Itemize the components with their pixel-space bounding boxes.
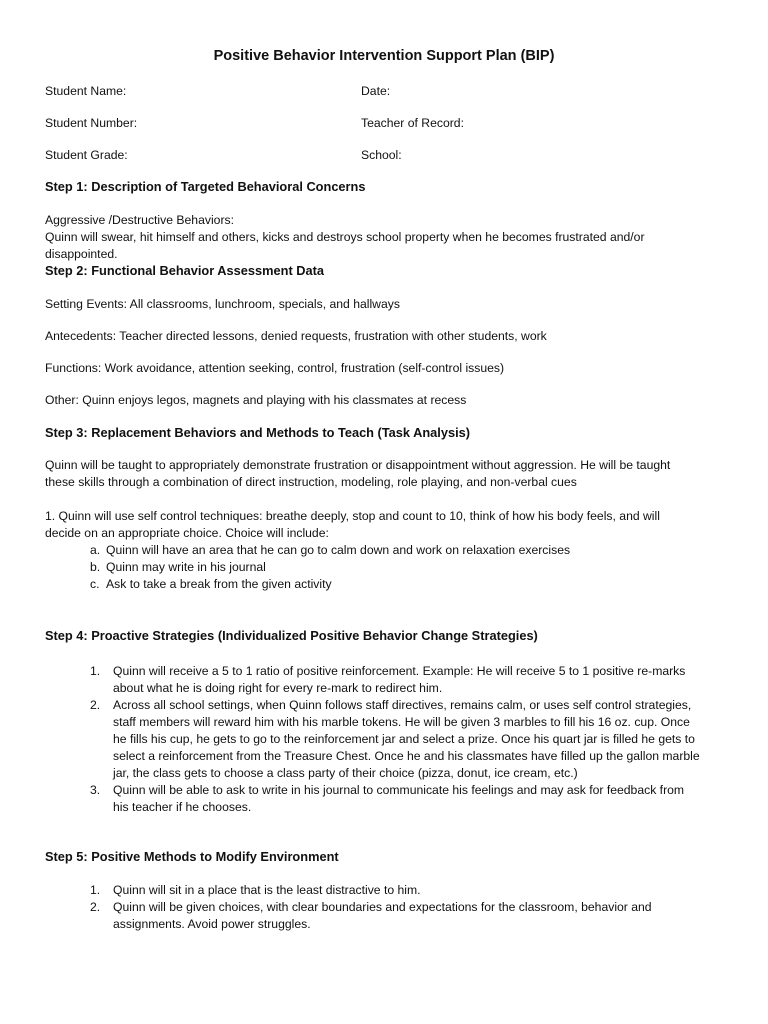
step3-item-line: 1. Quinn will use self control techniques: breathe deeply, stop and count to 10, think of how his body feels, and will bbox=[45, 509, 660, 523]
list-item-line: Quinn will receive a 5 to 1 ratio of positive reinforcement. Example: He will receive 5 to 1 positive re-marks bbox=[113, 664, 686, 678]
list-marker: c. bbox=[90, 577, 100, 591]
step1-text bbox=[45, 212, 735, 263]
list-item-text: Ask to take a break from the given activity bbox=[106, 577, 332, 591]
step1-heading: Step 1: Description of Targeted Behavioral Concerns bbox=[45, 179, 366, 194]
list-item-line: about what he is doing right for every re-mark to redirect him. bbox=[113, 681, 443, 695]
list-item-line: jar, the class gets to choose a class party of their choice (pizza, donut, ice cream, etc.) bbox=[113, 766, 578, 780]
list-item-line: Quinn will sit in a place that is the least distractive to him. bbox=[113, 883, 421, 897]
list-marker: 3. bbox=[90, 783, 101, 797]
step3-intro-line: these skills through a combination of direct instruction, modeling, role playing, and non-verbal cues bbox=[45, 475, 577, 489]
step4-heading: Step 4: Proactive Strategies (Individualized Positive Behavior Change Strategies) bbox=[45, 628, 538, 643]
step2-heading: Step 2: Functional Behavior Assessment Data bbox=[45, 263, 325, 278]
step1-line: disappointed. bbox=[45, 247, 118, 261]
functions-text: Functions: Work avoidance, attention seeking, control, frustration (self-control issues) bbox=[45, 361, 505, 375]
list-marker: a. bbox=[90, 543, 101, 557]
step1-line: Quinn will swear, hit himself and others, kicks and destroys school property when he becomes frustrated and/or bbox=[45, 230, 645, 244]
list-item-line: Quinn will be able to ask to write in his journal to communicate his feelings and may ask for feedback from bbox=[113, 783, 685, 797]
list-item-line: his teacher if he chooses. bbox=[113, 800, 252, 814]
list-item bbox=[90, 542, 730, 559]
step4-list bbox=[90, 663, 730, 816]
list-item bbox=[90, 697, 730, 782]
list-marker: 1. bbox=[90, 664, 101, 678]
date-label: Date: bbox=[361, 84, 391, 98]
list-marker: 2. bbox=[90, 900, 101, 914]
list-item-text: Quinn may write in his journal bbox=[106, 560, 266, 574]
list-item-line: Quinn will be given choices, with clear boundaries and expectations for the classroom, behavior and bbox=[113, 900, 652, 914]
list-item-line: assignments. Avoid power struggles. bbox=[113, 917, 311, 931]
list-item-line: he fills his cup, he gets to go to the reinforcement jar and select a prize. Once his quart jar is filled he gets to bbox=[113, 732, 695, 746]
step5-heading: Step 5: Positive Methods to Modify Environment bbox=[45, 849, 339, 864]
list-item-line: Across all school settings, when Quinn follows staff directives, remains calm, or uses self control strategies, bbox=[113, 698, 692, 712]
student-number-label: Student Number: bbox=[45, 116, 138, 130]
list-item bbox=[90, 663, 730, 697]
list-item bbox=[90, 576, 730, 593]
step3-intro bbox=[45, 457, 735, 491]
page-title: Positive Behavior Intervention Support Plan (BIP) bbox=[213, 48, 555, 64]
other-text: Other: Quinn enjoys legos, magnets and playing with his classmates at recess bbox=[45, 393, 467, 407]
list-marker: 2. bbox=[90, 698, 101, 712]
list-marker: 1. bbox=[90, 883, 101, 897]
list-item-line: staff members will reward him with his marble tokens. He will be given 3 marbles to fill his 16 oz. cup. Once bbox=[113, 715, 690, 729]
list-item bbox=[90, 899, 730, 933]
step3-intro-line: Quinn will be taught to appropriately demonstrate frustration or disappointment without aggression. He will be taught bbox=[45, 458, 671, 472]
student-name-label: Student Name: bbox=[45, 84, 127, 98]
list-item-text: Quinn will have an area that he can go to calm down and work on relaxation exercises bbox=[106, 543, 571, 557]
list-item-line: select a reinforcement from the Treasure Chest. Once he and his classmates have filled up the gallon marble bbox=[113, 749, 700, 763]
antecedents-text: Antecedents: Teacher directed lessons, denied requests, frustration with other students, work bbox=[45, 329, 547, 343]
teacher-of-record-label: Teacher of Record: bbox=[361, 116, 464, 130]
setting-events-text: Setting Events: All classrooms, lunchroom, specials, and hallways bbox=[45, 297, 400, 311]
list-marker: b. bbox=[90, 560, 101, 574]
step3-item-1 bbox=[45, 508, 735, 542]
student-grade-label: Student Grade: bbox=[45, 148, 128, 162]
step5-list bbox=[90, 882, 730, 933]
step3-heading: Step 3: Replacement Behaviors and Methods to Teach (Task Analysis) bbox=[45, 425, 471, 440]
school-label: School: bbox=[361, 148, 402, 162]
list-item bbox=[90, 559, 730, 576]
list-item bbox=[90, 782, 730, 816]
step3-item-line: decide on an appropriate choice. Choice will include: bbox=[45, 526, 329, 540]
step3-sublist bbox=[90, 542, 730, 593]
step1-line: Aggressive /Destructive Behaviors: bbox=[45, 213, 234, 227]
list-item bbox=[90, 882, 730, 899]
